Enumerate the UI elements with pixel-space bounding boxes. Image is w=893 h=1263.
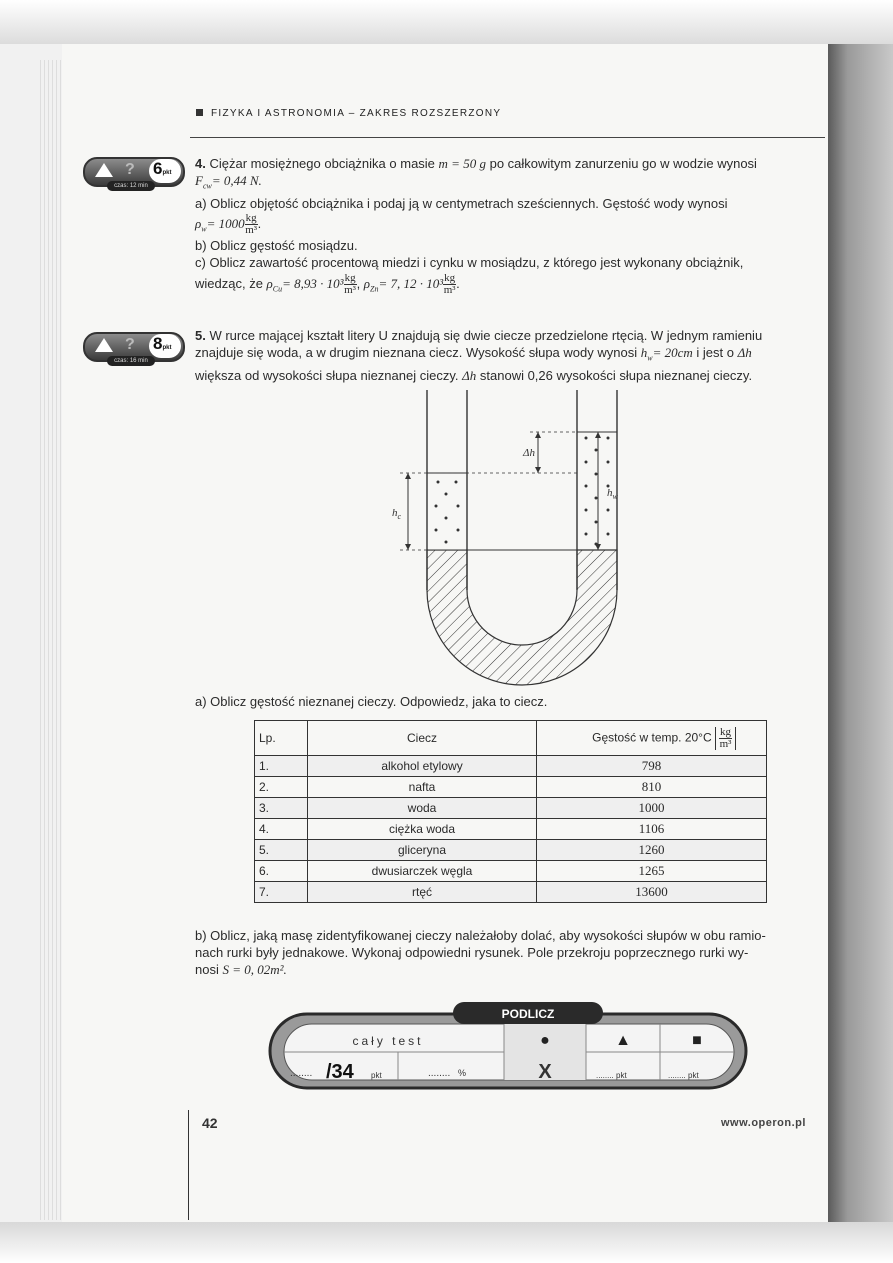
task4-intro2: po całkowitym zanurzeniu go w wodzie wynosi (489, 156, 757, 171)
scan-top-band (0, 0, 893, 44)
header-rule (190, 137, 825, 138)
hc-label: $h_c$ (392, 507, 402, 521)
unit-fraction (245, 213, 258, 236)
question-b-line2: nach rurki były jednakowe. Wykonaj odpowiedni rysunek. Pole przekroju poprzecznego rurki wy- (195, 945, 749, 960)
rho-cu-sub: Cu (272, 284, 283, 294)
task4-number: 4. (195, 156, 206, 171)
task5-line3a: większa od wysokości słupa nieznanej cieczy. (195, 367, 459, 383)
task5-question-b (195, 927, 825, 978)
publisher-website: www.operon.pl (721, 1117, 806, 1129)
question-b-line3: nosi (195, 962, 219, 977)
percent-blank: ........ (428, 1068, 451, 1079)
page-number: 42 (202, 1115, 218, 1131)
mercury-fill (427, 550, 617, 685)
task4-a: a) Oblicz objętość obciążnika i podaj ją w centymetrach sześciennych. Gęstość wody wynosi (195, 195, 728, 211)
task5-points: 8 (153, 334, 163, 353)
col-unit-den: m³ (719, 737, 732, 750)
right-page-shadow (828, 44, 893, 1224)
col-liquid: Ciecz (308, 721, 537, 756)
triangle-points: ........ pkt (596, 1071, 627, 1080)
task4-points-unit: pkt (162, 170, 172, 176)
table-row: 5. gliceryna 1260 (255, 840, 767, 861)
square-icon: ■ (692, 1032, 702, 1049)
task4-points: 6 (153, 159, 163, 178)
task5-question-a: a) Oblicz gęstość nieznanej cieczy. Odpowiedz, jaka to ciecz. (195, 694, 548, 709)
square-points: ........ pkt (668, 1071, 699, 1080)
task5-line1: W rurce mającej kształt litery U znajdują się dwie ciecze przedzielone rtęcią. W jednym ramieniu (209, 328, 763, 343)
force-sub: cw (202, 181, 212, 191)
question-icon: ? (125, 161, 135, 178)
triangle-icon (95, 163, 113, 177)
task4-intro: Ciężar mosiężnego obciążnika o masie (209, 156, 435, 171)
footer-rule (188, 1110, 189, 1220)
rho-zn-value: = 7, 12 · 10³ (378, 276, 444, 292)
task5-number: 5. (195, 328, 206, 343)
circle-icon: ● (540, 1032, 550, 1049)
question-icon: ? (125, 336, 135, 353)
score-total: /34 (326, 1061, 354, 1083)
hw-sub: w (647, 353, 653, 363)
rho-w-value: = 1000 (206, 215, 245, 231)
unit-den: m³ (245, 223, 258, 236)
task4-badge (83, 157, 183, 197)
percent-sign: % (458, 1068, 467, 1078)
task5-badge (83, 332, 183, 372)
task4-mass: m = 50 g (438, 156, 486, 171)
score-blank: ........ (290, 1068, 313, 1079)
table-row: 7. rtęć 13600 (255, 882, 767, 903)
task5-line2b: i jest o (696, 345, 734, 360)
summary-title: PODLICZ (501, 1007, 555, 1021)
task5-line3b: stanowi 0,26 wysokości słupa nieznanej cieczy. (479, 367, 753, 383)
task5-time: czas: 16 min (107, 356, 155, 366)
rho-w-sub: w (201, 224, 207, 234)
rho-w-symbol: ρ (195, 215, 202, 231)
scan-bottom-band (0, 1222, 893, 1263)
running-header (196, 108, 501, 119)
score-summary-panel (268, 998, 750, 1094)
density-table (254, 720, 767, 903)
triangle-icon: ▲ (615, 1032, 631, 1049)
rho-zn-sub: Zn (370, 284, 379, 294)
task5: 5. W rurce mającej kształt litery U znajdują się dwie ciecze przedzielone rtęcią. W jednym ramieniu znajduje się woda, a w drugim nieznana ciecz. Wysokość słupa wody wynosi $h_w= 20cm$ i jest o Δh większa od wysokości słupa nieznanej cieczy. Δh stanowi 0,26 wysokości słupa nieznanej cieczy. (195, 328, 763, 383)
task4: 4. Ciężar mosiężnego obciążnika o masie m = 50 g po całkowitym zanurzeniu go w wodzie wynosi $F_{cw}= 0,44$ N. a) Oblicz objętość obciążnika i podaj ją w centymetrach sześciennych. Gęstość wody wynosi $\rho_w= 1000$ $\frac{kg}{\text{m³}}$ . b) Oblicz gęstość mosiądzu. c) Oblicz zawartość procentową miedzi i cynku w mosiądzu, z którego jest wykonany obciążnik, wiedząc, że $\rho_{Cu}= 8,93 \cdot 10^3$ $\frac{kg}{\text{m³}}$ , $\rho_{Zn}= 7$, 12 · 10³ $\frac{kg}{\text{m³}}$ . (195, 155, 825, 298)
water-dots (585, 437, 610, 546)
hw-value: = 20cm (652, 345, 693, 360)
table-row: 6. dwusiarczek węgla 1265 (255, 861, 767, 882)
unknown-liquid (428, 473, 466, 550)
col-lp: Lp. (255, 721, 308, 756)
task4-c2: wiedząc, że (195, 276, 263, 292)
table-row: 3. woda 1000 (255, 798, 767, 819)
table-row: 1. alkohol etylowy 798 (255, 756, 767, 777)
hw-label: $h_w$ (607, 487, 618, 501)
u-tube-diagram (380, 390, 660, 690)
col-density-label: Gęstość w temp. 20°C (592, 730, 712, 745)
task5-points-unit: pkt (162, 345, 172, 351)
triangle-icon (95, 338, 113, 352)
force-value: = 0,44 N. (211, 173, 262, 188)
task4-c: c) Oblicz zawartość procentową miedzi i cynku w mosiądzu, z którego jest wykonany obciążnik, (195, 255, 744, 271)
hw-symbol: h (640, 345, 648, 360)
dh-label: Δh (523, 447, 535, 459)
whole-test-label: cały test (352, 1034, 424, 1048)
area-value: S = 0, 02m². (222, 962, 287, 977)
task5-line2a: znajduje się woda, a w drugim nieznana ciecz. Wysokość słupa wody wynosi (195, 345, 638, 360)
dh-symbol: Δh (737, 345, 752, 360)
header-title: FIZYKA I ASTRONOMIA – ZAKRES ROZSZERZONY (211, 108, 502, 119)
score-pkt: pkt (371, 1071, 382, 1080)
col-density (537, 721, 767, 756)
task4-time: czas: 12 min (107, 181, 155, 191)
force-symbol: F (195, 173, 203, 188)
task4-b: b) Oblicz gęstość mosiądzu. (195, 238, 358, 254)
table-row: 4. ciężka woda 1106 (255, 819, 767, 840)
question-b-line1: b) Oblicz, jaką masę zidentyfikowanej cieczy należałoby dolać, aby wysokości słupów w obu ramio- (195, 928, 766, 943)
page-edges (40, 60, 64, 1220)
x-mark: X (538, 1061, 552, 1083)
table-row: 2. nafta 810 (255, 777, 767, 798)
unit-num: kg (245, 211, 257, 224)
col-unit-num: kg (720, 725, 731, 738)
rho-cu-value: = 8,93 · 10³ (282, 276, 344, 292)
